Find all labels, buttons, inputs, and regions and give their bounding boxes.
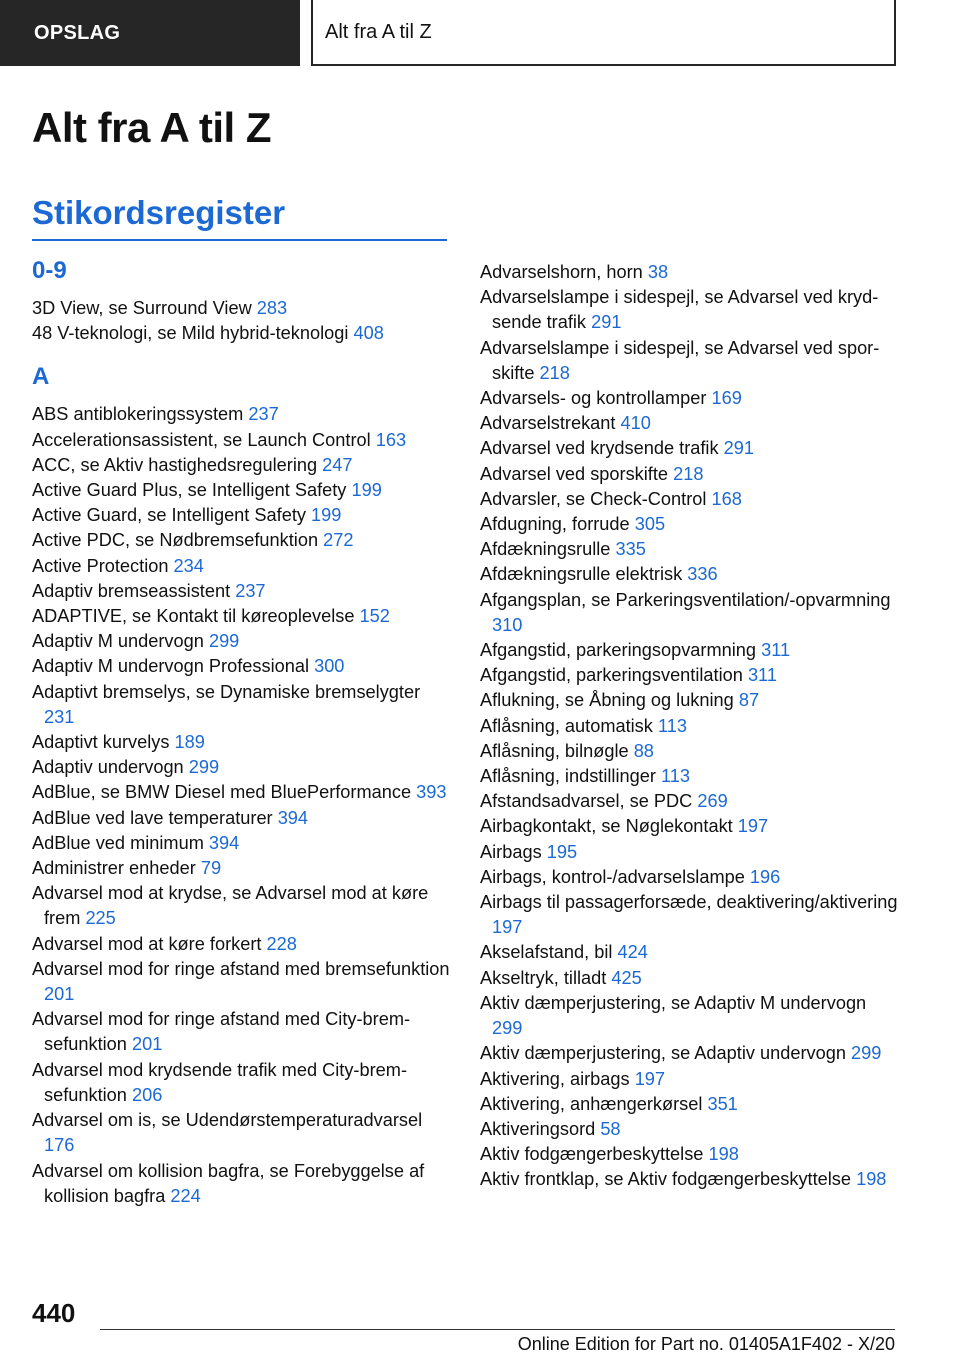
page-reference-link[interactable]: 336	[687, 564, 718, 585]
index-entry	[32, 554, 450, 579]
index-entry-text: Active Protection	[32, 555, 169, 576]
page-reference-link[interactable]: 300	[314, 656, 345, 677]
index-entry-text: AdBlue, se BMW Diesel med BluePerformance	[32, 782, 412, 803]
page-reference-link[interactable]: 206	[131, 1084, 163, 1105]
index-entry	[32, 321, 450, 346]
page-reference-link[interactable]: 199	[311, 505, 342, 526]
index-entry-text: Airbagkontakt, se Nøglekontakt	[480, 816, 733, 837]
index-entry-text: Advarsel om is, se Udendørstemperaturadvarsel	[32, 1110, 423, 1131]
index-entry	[32, 296, 450, 321]
index-entry-text: Aktiveringsord	[480, 1118, 596, 1139]
page-reference-link[interactable]: 189	[174, 732, 205, 753]
index-entry-text: Advarsel mod at køre forkert	[32, 933, 262, 954]
index-entry-text: Aktivering, airbags	[480, 1068, 630, 1089]
index-entry-text: Aktiv fodgængerbeskyttelse	[480, 1144, 704, 1165]
index-entry-text: Afgangstid, parkeringsventilation	[480, 665, 743, 686]
index-entry-text: Akseltryk, tilladt	[480, 967, 607, 988]
index-entry-text: Accelerationsassistent, se Launch Control	[32, 429, 371, 450]
index-entry	[480, 562, 898, 587]
index-entry	[480, 1167, 898, 1192]
page-reference-link[interactable]: 218	[539, 362, 570, 383]
page-reference-link[interactable]: 283	[256, 298, 288, 318]
page-number: 440	[32, 1298, 76, 1328]
index-entry-text: Afstandsadvarsel, se PDC	[480, 791, 693, 812]
index-entry-text: Advarselshorn, horn	[480, 262, 643, 282]
page-reference-link[interactable]: 335	[615, 539, 646, 560]
page-reference-link[interactable]: 291	[723, 438, 754, 459]
index-entry	[480, 487, 898, 512]
page-reference-link[interactable]: 299	[492, 1018, 523, 1039]
page-reference-link[interactable]: 198	[708, 1144, 739, 1165]
index-entry-text: Afdækningsrulle	[480, 539, 611, 560]
page-reference-link[interactable]: 38	[647, 262, 669, 282]
index-entry	[480, 940, 898, 965]
index-entry-text: 3D View, se Surround View	[32, 298, 252, 318]
page-reference-link[interactable]: 310	[492, 614, 523, 635]
index-entry-text: ABS antiblokeringssystem	[32, 404, 244, 425]
header-chapter-tab	[311, 0, 896, 66]
index-column-right	[480, 260, 898, 1193]
index-entry-text: ADAPTIVE, se Kontakt til køreoplevelse	[32, 606, 355, 627]
index-entry-text: Afdækningsrulle elektrisk	[480, 564, 683, 585]
index-entry	[32, 1159, 450, 1209]
index-entry-text: Advarsel mod at krydse, se Advarsel mod at køre frem	[32, 883, 429, 929]
index-entry	[480, 260, 898, 285]
index-entry	[32, 831, 450, 856]
index-entry	[32, 528, 450, 553]
index-entry	[32, 402, 450, 427]
page-reference-link[interactable]: 197	[492, 917, 523, 938]
index-entry	[480, 1041, 898, 1066]
index-entry	[32, 579, 450, 604]
index-entry-text: Aktiv dæmperjustering, se Adaptiv undervogn	[480, 1043, 846, 1064]
index-entry	[32, 453, 450, 478]
page-reference-link[interactable]: 196	[749, 866, 781, 887]
footer-divider	[100, 1329, 895, 1330]
page-reference-link[interactable]: 408	[353, 323, 384, 344]
index-entry	[32, 604, 450, 629]
page-reference-link[interactable]: 58	[600, 1118, 621, 1139]
section-heading: Stikordsregister	[32, 194, 286, 231]
index-entry	[480, 814, 898, 839]
index-entry	[480, 714, 898, 739]
index-entry	[32, 1007, 450, 1057]
index-entry-text: Adaptivt kurvelys	[32, 732, 170, 753]
page-reference-link[interactable]: 201	[44, 984, 75, 1005]
page-reference-link[interactable]: 163	[375, 429, 407, 450]
index-entry-text: Advarsel om kollision bagfra, se Forebyggelse af kollision bagfra	[32, 1160, 425, 1206]
index-entry	[32, 932, 450, 957]
page-reference-link[interactable]: 237	[235, 580, 266, 601]
index-entry	[480, 764, 898, 789]
index-entry-text: Advarsel mod for ringe afstand med bremsefunktion	[32, 958, 450, 979]
page-reference-link[interactable]: 351	[707, 1093, 738, 1114]
index-entry-text: Airbags til passagerforsæde, deaktivering/aktivering	[480, 892, 898, 913]
page-reference-link[interactable]: 168	[711, 488, 742, 509]
page-reference-link[interactable]: 197	[634, 1068, 666, 1089]
index-entry	[32, 755, 450, 780]
page-reference-link[interactable]: 234	[173, 555, 204, 576]
page-reference-link[interactable]: 169	[711, 388, 742, 409]
index-entry-text: Afdugning, forrude	[480, 514, 630, 535]
page-reference-link[interactable]: 299	[188, 757, 220, 778]
page-reference-link[interactable]: 410	[620, 413, 651, 434]
page-reference-link[interactable]: 299	[851, 1043, 882, 1064]
page-reference-link[interactable]: 228	[266, 933, 297, 954]
index-entry-text: Aktiv frontklap, se Aktiv fodgængerbeskyttelse	[480, 1169, 852, 1190]
index-entry	[32, 428, 450, 453]
header-chapter-label: Alt fra A til Z	[325, 20, 432, 43]
section-divider	[32, 239, 447, 241]
page-reference-link[interactable]: 291	[591, 312, 622, 333]
index-entry-text: Active PDC, se Nødbremsefunktion	[32, 530, 319, 551]
index-entry-text: AdBlue ved lave temperaturer	[32, 807, 273, 828]
page-reference-link[interactable]: 225	[85, 908, 116, 929]
index-entry	[32, 1058, 450, 1108]
index-entry	[480, 588, 898, 638]
index-entry	[480, 285, 898, 335]
page-reference-link[interactable]: 272	[323, 530, 354, 551]
page-reference-link[interactable]: 87	[738, 690, 760, 711]
index-entry-text: Aflåsning, bilnøgle	[480, 740, 629, 761]
index-entry	[32, 806, 450, 831]
index-entry-text: Advarsel mod for ringe afstand med City-bremsefunktion	[32, 1009, 411, 1055]
index-entry-text: Active Guard Plus, se Intelligent Safety	[32, 480, 347, 501]
index-entry-text: Aflåsning, indstillinger	[480, 766, 656, 787]
index-entry	[480, 512, 898, 537]
index-entry	[480, 462, 898, 487]
page-reference-link[interactable]: 394	[277, 807, 309, 828]
page-reference-link[interactable]: 224	[170, 1185, 201, 1206]
page-reference-link[interactable]: 311	[761, 640, 791, 661]
index-entry	[32, 856, 450, 881]
index-entry	[480, 1067, 898, 1092]
index-entry-text: Adaptiv M undervogn	[32, 631, 204, 652]
index-entry	[480, 991, 898, 1041]
index-entry-text: Aktiv dæmperjustering, se Adaptiv M undervogn	[480, 992, 867, 1013]
index-entry	[32, 478, 450, 503]
index-entry-text: 48 V-teknologi, se Mild hybrid-teknologi	[32, 323, 349, 344]
index-entry-text: Adaptiv M undervogn Professional	[32, 656, 310, 677]
index-entry-text: Afgangstid, parkeringsopvarmning	[480, 640, 757, 661]
index-entry-text: Administrer enheder	[32, 858, 196, 879]
index-entry	[32, 1108, 450, 1158]
index-entry-text: Airbags	[480, 841, 542, 862]
index-entry-text: Aflukning, se Åbning og lukning	[480, 690, 734, 711]
page-reference-link[interactable]: 424	[617, 942, 648, 963]
index-entry	[480, 1117, 898, 1142]
index-entry	[480, 436, 898, 461]
index-entry-text: Advarselslampe i sidespejl, se Advarsel ved krydsende trafik	[480, 287, 879, 333]
page-reference-link[interactable]: 299	[208, 631, 240, 652]
index-entry	[480, 865, 898, 890]
index-entry	[480, 537, 898, 562]
index-entry-text: Advarselstrekant	[480, 413, 616, 434]
index-entry	[480, 386, 898, 411]
page-reference-link[interactable]: 88	[633, 740, 654, 761]
index-entry	[32, 780, 450, 805]
index-entry	[480, 411, 898, 436]
header-section-tab	[0, 0, 300, 66]
index-entry	[32, 881, 450, 931]
index-entry-text: Advarsel mod krydsende trafik med City-bremsefunktion	[32, 1059, 407, 1105]
index-entry-text: Advarsel ved krydsende trafik	[480, 438, 719, 459]
index-group-letter: A	[32, 363, 50, 391]
index-entry	[480, 890, 898, 940]
index-entry	[32, 957, 450, 1007]
index-entry-text: Aflåsning, automatisk	[480, 715, 653, 736]
page-reference-link[interactable]: 113	[660, 766, 690, 787]
index-entry	[32, 629, 450, 654]
page-reference-link[interactable]: 305	[634, 514, 666, 535]
page-reference-link[interactable]: 311	[747, 665, 777, 686]
page-reference-link[interactable]: 425	[611, 967, 642, 988]
page-reference-link[interactable]: 201	[131, 1034, 163, 1055]
page-reference-link[interactable]: 199	[351, 480, 382, 501]
page-reference-link[interactable]: 176	[44, 1135, 75, 1156]
page-reference-link[interactable]: 195	[546, 841, 578, 862]
page-reference-link[interactable]: 152	[359, 606, 390, 627]
page-reference-link[interactable]: 231	[44, 706, 75, 727]
index-entry	[480, 336, 898, 386]
index-entry	[480, 966, 898, 991]
edition-note: Online Edition for Part no. 01405A1F402 - X/20	[517, 1334, 895, 1354]
index-entry	[32, 730, 450, 755]
index-entry-text: Advarselslampe i sidespejl, se Advarsel ved sporskifte	[480, 337, 880, 383]
index-entry	[32, 680, 450, 730]
index-entry	[480, 638, 898, 663]
index-entry-text: Adaptiv bremseassistent	[32, 580, 231, 601]
index-entry-text: AdBlue ved minimum	[32, 832, 204, 853]
index-entry	[480, 789, 898, 814]
index-entry-text: Advarsels- og kontrollamper	[480, 388, 707, 409]
index-entry-text: Active Guard, se Intelligent Safety	[32, 505, 306, 526]
index-column-left	[32, 256, 450, 1209]
page-title: Alt fra A til Z	[32, 104, 272, 151]
page-reference-link[interactable]: 393	[416, 782, 447, 803]
page-reference-link[interactable]: 394	[208, 832, 240, 853]
page-reference-link[interactable]: 197	[737, 816, 769, 837]
page-reference-link[interactable]: 269	[697, 791, 728, 812]
index-entry-text: Airbags, kontrol-/advarselslampe	[480, 866, 745, 887]
index-entry-text: Advarsel ved sporskifte	[480, 463, 669, 484]
index-entry	[480, 1092, 898, 1117]
index-entry	[480, 663, 898, 688]
page-reference-link[interactable]: 198	[856, 1169, 887, 1190]
index-entry	[480, 840, 898, 865]
index-entry-text: Adaptivt bremselys, se Dynamiske bremselygter	[32, 681, 421, 702]
page-reference-link[interactable]: 247	[322, 454, 353, 475]
page-reference-link[interactable]: 218	[673, 463, 704, 484]
index-entry-text: Adaptiv undervogn	[32, 757, 184, 778]
index-entry-text: Afgangsplan, se Parkeringsventilation/-opvarmning	[480, 589, 891, 610]
index-group-letter: 0-9	[32, 257, 67, 284]
page-reference-link[interactable]: 113	[657, 715, 687, 736]
index-entry-text: Advarsler, se Check-Control	[480, 488, 707, 509]
index-entry	[480, 688, 898, 713]
page-reference-link[interactable]: 79	[200, 858, 222, 879]
index-entry-text: Akselafstand, bil	[480, 942, 613, 963]
index-entry	[32, 654, 450, 679]
page-reference-link[interactable]: 237	[248, 404, 279, 425]
index-entry	[480, 1142, 898, 1167]
index-entry	[480, 739, 898, 764]
index-entry-text: ACC, se Aktiv hastighedsregulering	[32, 454, 318, 475]
header-section-label: OPSLAG	[34, 21, 121, 44]
index-entry-text: Aktivering, anhængerkørsel	[480, 1093, 703, 1114]
index-entry	[32, 503, 450, 528]
